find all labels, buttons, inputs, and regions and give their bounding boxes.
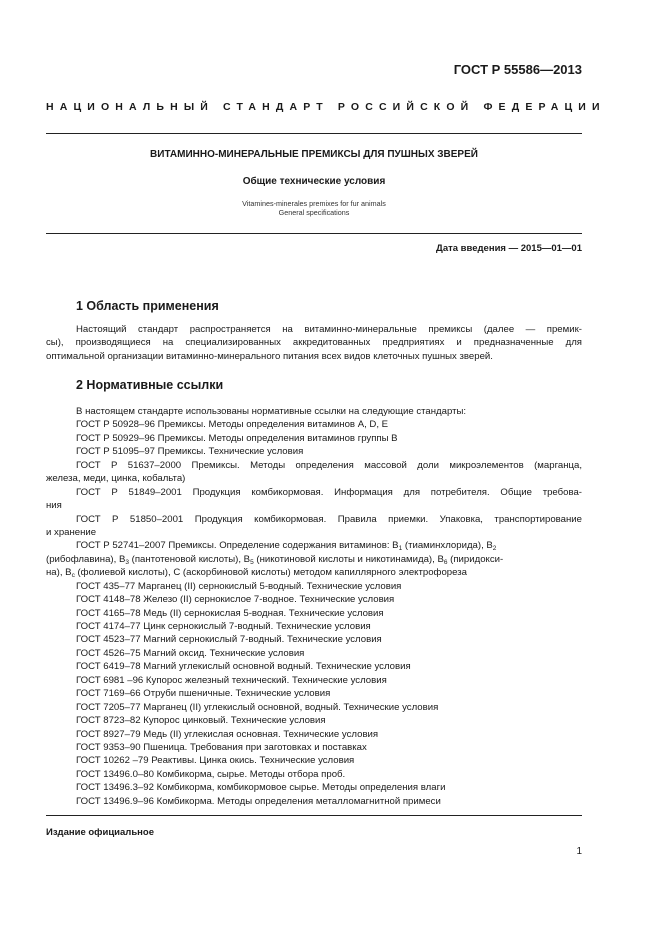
top-divider — [46, 133, 582, 134]
document-title: ВИТАМИННО-МИНЕРАЛЬНЫЕ ПРЕМИКСЫ ДЛЯ ПУШНЫХ ЗВЕРЕЙ — [150, 149, 478, 160]
reference-item: ГОСТ 6419–78 Магний углекислый основной водный. Технические условия — [76, 661, 411, 673]
reference-item: ГОСТ Р 50928–96 Премиксы. Методы определения витаминов А, D, Е — [76, 419, 389, 431]
reference-item: ГОСТ 13496.3–92 Комбикорма, комбикормовое сырье. Методы определения влаги — [76, 782, 446, 794]
reference-item: ГОСТ 13496.0–80 Комбикорма, сырье. Методы отбора проб. — [76, 768, 346, 780]
paragraph-line: оптимальной организации витаминно-минерального питания всех видов клеточных пушных зверей. — [46, 350, 493, 362]
reference-item: ГОСТ Р 51849–2001 Продукция комбикормовая. Информация для потребителя. Общие требова- — [76, 486, 582, 498]
reference-item: ГОСТ 4165–78 Медь (II) сернокислая 5-водная. Технические условия — [76, 607, 384, 619]
section-1-text — [46, 323, 582, 363]
reference-item: ГОСТ 4526–75 Магний оксид. Технические условия — [76, 647, 305, 659]
reference-item: ГОСТ 4523–77 Магний сернокислый 7-водный. Технические условия — [76, 634, 382, 646]
reference-item-continuation: на), $В_c$ (фолиевой кислоты), С (аскорбиновой кислоты) методом капиллярного электрофореза — [46, 567, 467, 580]
reference-item-continuation: и хранение — [46, 526, 97, 538]
reference-item: ГОСТ 13496.9–96 Комбикорма. Методы определения металломагнитной примеси — [76, 795, 441, 807]
reference-item: ГОСТ 9353–90 Пшеница. Требования при заготовках и поставках — [76, 741, 367, 753]
reference-item-continuation: (рибофлавина), $В_3$ (пантотеновой кислоты), $В_5$ (никотиновой кислоты и никотинамида), $В_6$ (пиридокси- — [46, 553, 504, 566]
reference-item: ГОСТ 6981 –96 Купорос железный технический. Технические условия — [76, 674, 387, 686]
reference-item: ГОСТ 4174–77 Цинк сернокислый 7-водный. Технические условия — [76, 621, 371, 632]
reference-item: ГОСТ 8723–82 Купорос цинковый. Технические условия — [76, 715, 326, 727]
national-standard-heading: НАЦИОНАЛЬНЫЙ СТАНДАРТ РОССИЙСКОЙ ФЕДЕРАЦИИ — [46, 101, 606, 113]
english-title: Vitamines-minerales premixes for fur animals — [242, 199, 386, 208]
reference-item-vitamins: ГОСТ Р 52741–2007 Премиксы. Определение содержания витаминов: $В_1$ (тиаминхлорида), $В_2$ — [76, 540, 497, 553]
reference-item: ГОСТ 7205–77 Марганец (II) углекислый основной, водный. Технические условия — [76, 701, 439, 713]
english-subtitle: General specifications — [278, 208, 350, 217]
reference-item: ГОСТ 8927–79 Медь (II) углекислая основная. Технические условия — [76, 728, 379, 740]
normative-references-list — [46, 405, 582, 808]
document-number: ГОСТ Р 55586—2013 — [453, 62, 582, 77]
reference-item: ГОСТ 435–77 Марганец (II) сернокислый 5-водный. Технические условия — [76, 580, 402, 592]
footer-divider — [46, 815, 582, 816]
official-edition-label: Издание официальное — [46, 827, 154, 838]
references-intro: В настоящем стандарте использованы нормативные ссылки на следующие стандарты: — [76, 406, 467, 417]
reference-item-continuation: железа, меди, цинка, кобальта) — [46, 473, 186, 485]
reference-item: ГОСТ Р 50929–96 Премиксы. Методы определения витаминов группы В — [76, 432, 398, 444]
document-subtitle: Общие технические условия — [242, 176, 386, 187]
paragraph-line: Настоящий стандарт распространяется на витаминно-минеральные премиксы (далее — премик- — [76, 324, 582, 335]
section-2-heading: 2 Нормативные ссылки — [76, 378, 224, 392]
reference-item: ГОСТ Р 51637–2000 Премиксы. Методы определения массовой доли микроэлементов (марганца, — [76, 459, 582, 471]
reference-item: ГОСТ 4148–78 Железо (II) сернокислое 7-водное. Технические условия — [76, 594, 395, 606]
title-divider — [46, 233, 582, 234]
page-number: 1 — [576, 846, 582, 857]
reference-item: ГОСТ 10262 –79 Реактивы. Цинка окись. Технические условия — [76, 755, 355, 767]
section-1-heading: 1 Область применения — [76, 299, 219, 313]
reference-item-continuation: ния — [46, 500, 62, 512]
reference-item: ГОСТ 7169–66 Отруби пшеничные. Технические условия — [76, 688, 331, 700]
reference-item: ГОСТ Р 51850–2001 Продукция комбикормовая. Правила приемки. Упаковка, транспортирование — [76, 513, 582, 525]
reference-item: ГОСТ Р 51095–97 Премиксы. Технические условия — [76, 446, 304, 458]
paragraph-line: сы), производящиеся на специализированных аккредитованных предприятиях и предназначенные для — [46, 337, 582, 349]
introduction-date: Дата введения — 2015—01—01 — [436, 243, 582, 254]
